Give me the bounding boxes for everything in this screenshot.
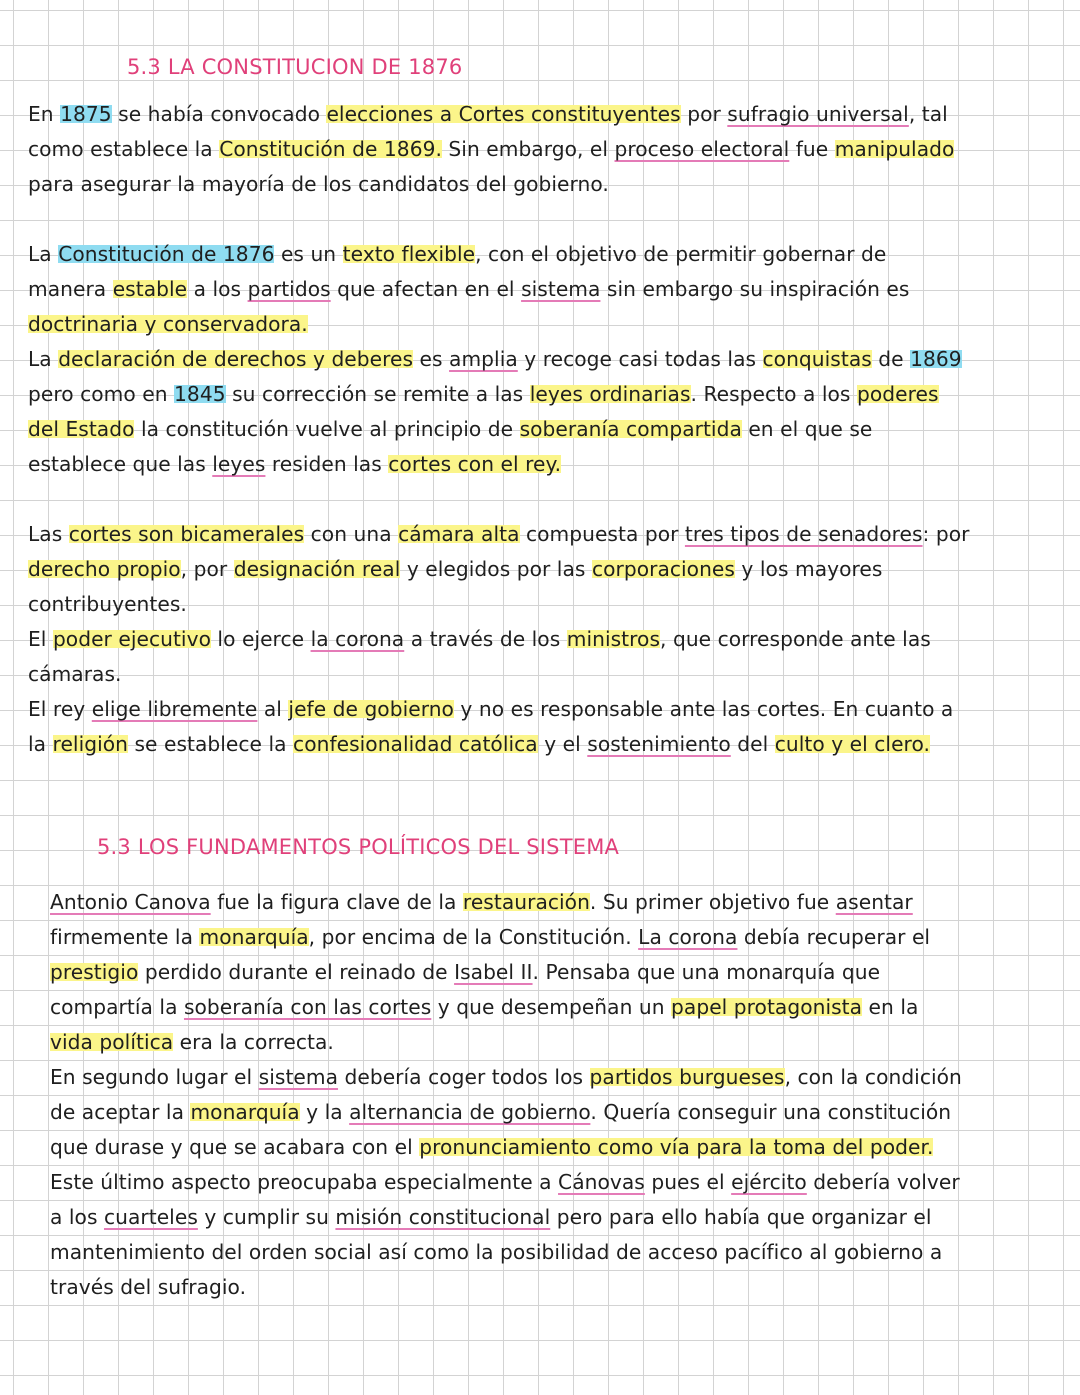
- highlight-yellow: declaración de derechos y deberes: [58, 347, 414, 371]
- text-line: [28, 727, 969, 762]
- text-run: pero como en: [28, 382, 175, 406]
- highlight-yellow: cortes con el rey.: [388, 452, 562, 476]
- text-run: en la: [862, 995, 919, 1019]
- text-line: [28, 412, 962, 447]
- text-run: y la: [299, 1100, 350, 1124]
- text-run: debía recuperar el: [737, 925, 931, 949]
- highlight-yellow: prestigio: [50, 960, 139, 984]
- highlight-yellow: soberanía compartida: [519, 417, 742, 441]
- underlined-term: sistema: [521, 277, 601, 301]
- text-run: y elegidos por las: [400, 557, 592, 581]
- text-run: Las: [28, 522, 69, 546]
- text-run: es: [413, 347, 450, 371]
- text-run: En segundo lugar el: [50, 1065, 259, 1089]
- text-run: lo ejerce: [210, 627, 311, 651]
- text-run: es un: [274, 242, 343, 266]
- highlight-yellow: elecciones a Cortes constituyentes: [326, 102, 681, 126]
- highlight-yellow: doctrinaria y conservadora.: [28, 312, 308, 336]
- highlight-yellow: leyes ordinarias: [529, 382, 691, 406]
- text-run: La: [28, 347, 59, 371]
- text-run: En: [28, 102, 61, 126]
- text-line: [50, 1060, 962, 1095]
- underlined-term: alternancia de gobierno: [349, 1100, 591, 1124]
- highlight-yellow: conquistas: [762, 347, 872, 371]
- highlight-yellow: jefe de gobierno: [288, 697, 454, 721]
- text-run: , con la condición: [784, 1065, 962, 1089]
- text-line: [50, 885, 962, 920]
- text-run: se había convocado: [111, 102, 327, 126]
- text-run: a los: [50, 1205, 104, 1229]
- highlight-yellow: vida política: [50, 1030, 174, 1054]
- text-run: fue la figura clave de la: [210, 890, 463, 914]
- underlined-term: sostenimiento: [587, 732, 731, 756]
- text-run: : por: [922, 522, 970, 546]
- text-run: El rey: [28, 697, 92, 721]
- text-line: [28, 692, 969, 727]
- text-run: , con el objetivo de permitir gobernar de: [475, 242, 887, 266]
- text-run: la: [28, 732, 53, 756]
- text-line: [50, 1235, 962, 1270]
- underlined-term: cuarteles: [103, 1205, 198, 1229]
- text-run: , por encima de la Constitución.: [308, 925, 639, 949]
- text-line: [28, 622, 969, 657]
- highlight-yellow: cortes son bicamerales: [68, 522, 305, 546]
- text-line: [28, 342, 962, 377]
- underlined-term: Antonio Canova: [50, 890, 211, 914]
- underlined-term: Cánovas: [558, 1170, 645, 1194]
- text-line: [28, 552, 969, 587]
- highlight-yellow: texto flexible: [342, 242, 476, 266]
- text-run: , tal: [908, 102, 948, 126]
- highlight-yellow: monarquía: [190, 1100, 300, 1124]
- highlight-yellow: del Estado: [28, 417, 135, 441]
- text-run: con una: [304, 522, 399, 546]
- text-line: [28, 447, 962, 482]
- text-run: debería coger todos los: [338, 1065, 590, 1089]
- highlight-yellow: partidos burgueses: [589, 1065, 785, 1089]
- paragraph-cortes: [28, 517, 969, 762]
- text-line: [28, 307, 962, 342]
- highlight-blue: 1845: [174, 382, 226, 406]
- text-run: y cumplir su: [197, 1205, 336, 1229]
- text-line: [28, 377, 962, 412]
- text-run: debería volver: [806, 1170, 960, 1194]
- text-run: . Pensaba que una monarquía que: [532, 960, 881, 984]
- underlined-term: sistema: [258, 1065, 339, 1089]
- text-run: como establece la: [28, 137, 220, 161]
- text-run: de aceptar la: [50, 1100, 191, 1124]
- text-line: [28, 237, 962, 272]
- paragraph-elections: [28, 97, 954, 202]
- text-run: a través de los: [404, 627, 567, 651]
- text-run: la constitución vuelve al principio de: [134, 417, 520, 441]
- paragraph-constitution-1876: [28, 237, 962, 482]
- highlight-yellow: estable: [112, 277, 188, 301]
- text-run: mantenimiento del orden social así como la posibilidad de acceso pacífico al gobierno a: [50, 1240, 943, 1264]
- text-run: , por: [180, 557, 234, 581]
- underlined-term: Isabel II: [454, 960, 533, 984]
- text-run: contribuyentes.: [28, 592, 187, 616]
- text-run: Sin embargo, el: [441, 137, 615, 161]
- text-run: Este último aspecto preocupaba especialmente a: [50, 1170, 559, 1194]
- text-line: [28, 132, 954, 167]
- text-run: en el que se: [741, 417, 873, 441]
- text-line: [28, 517, 969, 552]
- text-run: su corrección se remite a las: [225, 382, 530, 406]
- highlight-blue: 1875: [60, 102, 112, 126]
- text-run: perdido durante el reinado de: [138, 960, 455, 984]
- text-run: para asegurar la mayoría de los candidatos del gobierno.: [28, 172, 609, 196]
- underlined-term: proceso electoral: [614, 137, 790, 161]
- underlined-term: misión constitucional: [335, 1205, 551, 1229]
- text-run: compuesta por: [519, 522, 685, 546]
- highlight-yellow: manipulado: [834, 137, 955, 161]
- text-line: [50, 1165, 962, 1200]
- underlined-term: partidos: [247, 277, 331, 301]
- text-run: y los mayores: [734, 557, 883, 581]
- underlined-term: leyes: [212, 452, 266, 476]
- highlight-blue: 1869: [910, 347, 962, 371]
- text-run: del: [730, 732, 775, 756]
- text-run: y que desempeñan un: [431, 995, 672, 1019]
- text-line: [28, 167, 954, 202]
- text-line: [50, 990, 962, 1025]
- text-run: era la correcta.: [173, 1030, 334, 1054]
- text-line: [50, 1130, 962, 1165]
- text-run: y no es responsable ante las cortes. En cuanto a: [453, 697, 954, 721]
- text-run: establece que las: [28, 452, 213, 476]
- underlined-term: amplia: [449, 347, 518, 371]
- text-run: a los: [187, 277, 248, 301]
- text-run: compartía la: [50, 995, 184, 1019]
- underlined-term: la corona: [310, 627, 405, 651]
- underlined-term: soberanía con las cortes: [183, 995, 432, 1019]
- text-run: El: [28, 627, 53, 651]
- highlight-yellow: ministros: [566, 627, 661, 651]
- section-heading-constitution: 5.3 LA CONSTITUCION DE 1876: [127, 55, 463, 79]
- text-run: . Respecto a los: [690, 382, 857, 406]
- text-line: [28, 657, 969, 692]
- text-run: de: [871, 347, 911, 371]
- text-line: [50, 920, 962, 955]
- underlined-term: elige libremente: [91, 697, 258, 721]
- text-line: [28, 272, 962, 307]
- highlight-yellow: papel protagonista: [671, 995, 863, 1019]
- text-run: por: [680, 102, 728, 126]
- text-run: que afectan en el: [330, 277, 522, 301]
- text-run: al: [257, 697, 289, 721]
- text-run: La: [28, 242, 59, 266]
- text-run: pero para ello había que organizar el: [550, 1205, 932, 1229]
- highlight-yellow: culto y el clero.: [774, 732, 930, 756]
- text-run: que durase y que se acabara con el: [50, 1135, 420, 1159]
- paragraph-canovas: [50, 885, 962, 1305]
- text-run: se establece la: [128, 732, 294, 756]
- text-run: través del sufragio.: [50, 1275, 247, 1299]
- text-line: [50, 955, 962, 990]
- highlight-yellow: pronunciamiento como vía para la toma del poder.: [419, 1135, 934, 1159]
- underlined-term: sufragio universal: [727, 102, 909, 126]
- text-line: [50, 1025, 962, 1060]
- highlight-yellow: confesionalidad católica: [293, 732, 538, 756]
- underlined-term: asentar: [835, 890, 913, 914]
- highlight-yellow: Constitución de 1869.: [219, 137, 442, 161]
- text-run: pues el: [644, 1170, 732, 1194]
- highlight-yellow: cámara alta: [398, 522, 520, 546]
- underlined-term: tres tipos de senadores: [684, 522, 923, 546]
- text-line: [50, 1095, 962, 1130]
- text-run: firmemente la: [50, 925, 200, 949]
- section-heading-political-foundations: 5.3 LOS FUNDAMENTOS POLÍTICOS DEL SISTEMA: [97, 835, 620, 859]
- underlined-term: ejército: [731, 1170, 807, 1194]
- text-run: fue: [789, 137, 835, 161]
- highlight-yellow: poderes: [856, 382, 939, 406]
- highlight-yellow: derecho propio: [28, 557, 181, 581]
- highlight-yellow: designación real: [233, 557, 401, 581]
- highlight-yellow: poder ejecutivo: [52, 627, 211, 651]
- text-run: . Quería conseguir una constitución: [590, 1100, 952, 1124]
- text-run: y el: [537, 732, 588, 756]
- highlight-yellow: corporaciones: [591, 557, 735, 581]
- text-run: cámaras.: [28, 662, 122, 686]
- text-run: sin embargo su inspiración es: [600, 277, 910, 301]
- highlight-yellow: monarquía: [199, 925, 309, 949]
- underlined-term: La corona: [638, 925, 738, 949]
- highlight-yellow: restauración: [462, 890, 590, 914]
- text-run: . Su primer objetivo fue: [589, 890, 836, 914]
- text-run: y recoge casi todas las: [517, 347, 763, 371]
- highlight-blue: Constitución de 1876: [58, 242, 275, 266]
- text-line: [28, 587, 969, 622]
- highlight-yellow: religión: [52, 732, 129, 756]
- text-run: residen las: [265, 452, 389, 476]
- text-run: , que corresponde ante las: [660, 627, 931, 651]
- text-line: [28, 97, 954, 132]
- text-line: [50, 1270, 962, 1305]
- text-line: [50, 1200, 962, 1235]
- text-run: manera: [28, 277, 113, 301]
